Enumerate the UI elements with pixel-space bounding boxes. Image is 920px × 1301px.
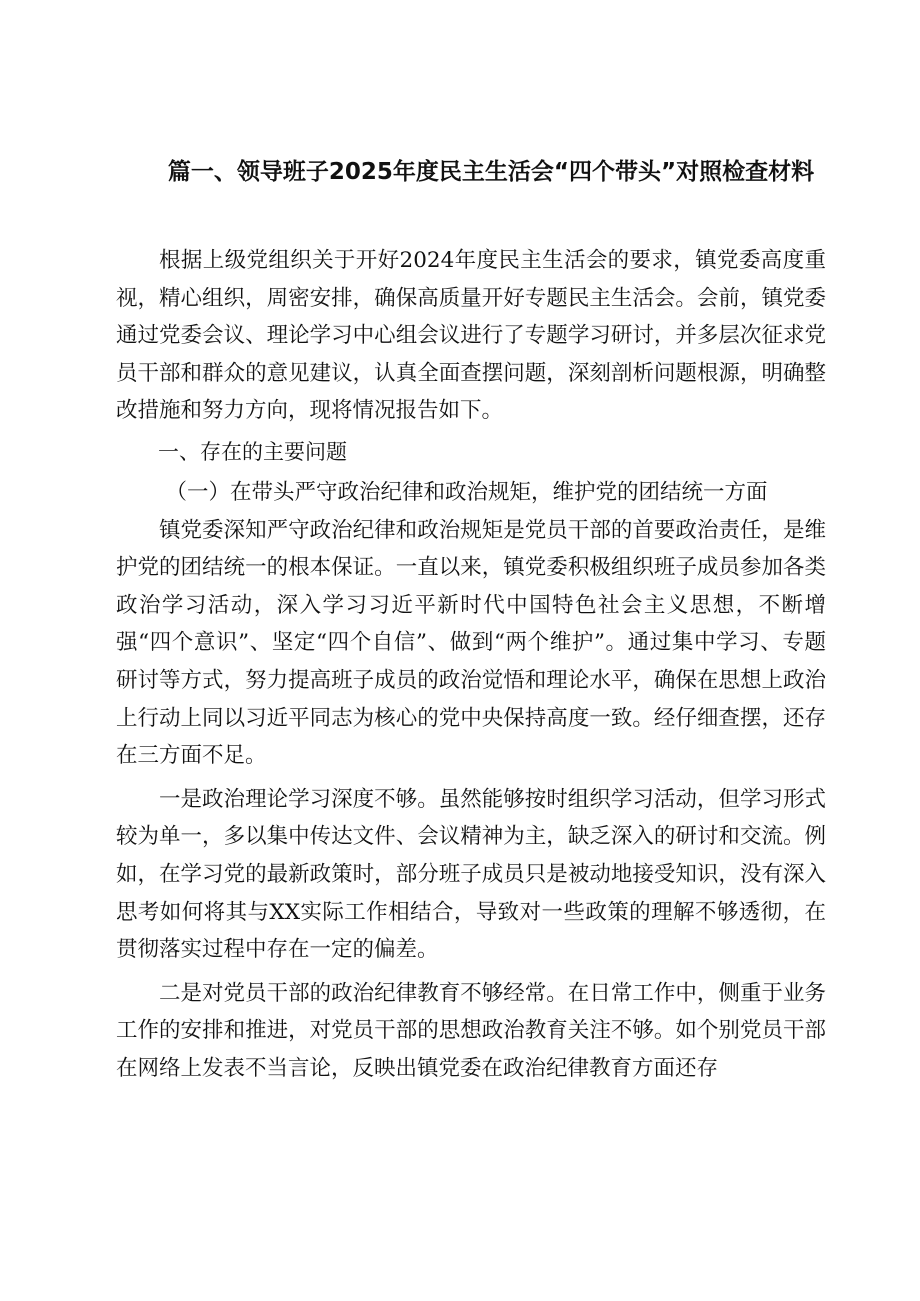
- document-title: 篇一、领导班子2025年度民主生活会“四个带头”对照检查材料: [167, 159, 815, 185]
- point-paragraph-1: 一是政治理论学习深度不够。虽然能够按时组织学习活动，但学习形式较为单一，多以集中传达文件、会议精神为主，缺乏深入的研讨和交流。例如，在学习党的最新政策时，部分班子成员只是被动地接受知识，没有深入思考如何将其与XX实际工作相结合，导致对一些政策的理解不够透彻，在贯彻落实过程中存在一定的偏差。: [116, 786, 826, 963]
- intro-paragraph: 根据上级党组织关于开好2024年度民主生活会的要求，镇党委高度重视，精心组织，周密安排，确保高质量开好专题民主生活会。会前，镇党委通过党委会议、理论学习中心组会议进行了专题学习研讨，并多层次征求党员干部和群众的意见建议，认真全面查摆问题，深刻剖析问题根源，明确整改措施和努力方向，现将情况报告如下。: [116, 248, 826, 424]
- document-body: [116, 242, 826, 1087]
- subsection-paragraph-1: 镇党委深知严守政治纪律和政治规矩是党员干部的首要政治责任，是维护党的团结统一的根本保证。一直以来，镇党委积极组织班子成员参加各类政治学习活动，深入学习习近平新时代中国特色社会主义思想，不断增强“四个意识”、坚定“四个自信”、做到“两个维护”。通过集中学习、专题研讨等方式，努力提高班子成员的政治觉悟和理论水平，确保在思想上政治上行动上同以习近平同志为核心的党中央保持高度一致。经仔细查摆，还存在三方面不足。: [116, 517, 826, 769]
- subsection-heading-1: （一）在带头严守政治纪律和政治规矩，维护党的团结统一方面: [165, 479, 768, 505]
- point-paragraph-2: 二是对党员干部的政治纪律教育不够经常。在日常工作中，侧重于业务工作的安排和推进，对党员干部的思想政治教育关注不够。如个别党员干部在网络上发表不当言论，反映出镇党委在政治纪律教育方面还存: [116, 980, 826, 1081]
- section-heading-1: 一、存在的主要问题: [158, 439, 347, 464]
